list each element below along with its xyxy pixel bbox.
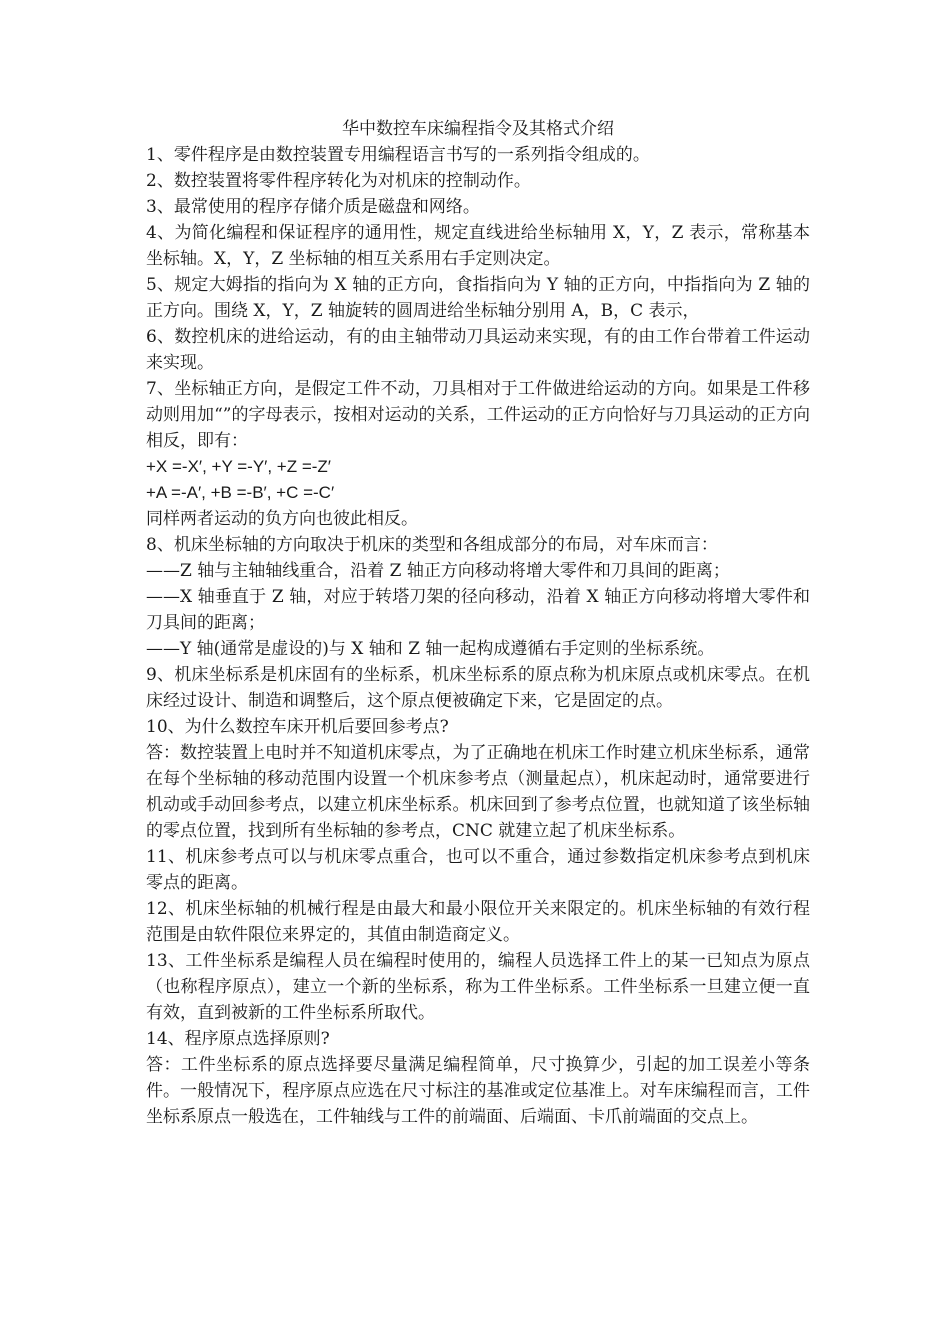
formula-linear-axes: +X =-X′, +Y =-Y′, +Z =-Z′ [146, 457, 331, 476]
paragraph-7: 7、坐标轴正方向，是假定工件不动，刀具相对于工件做进给运动的方向。如果是工件移动则用加“”的字母表示，按相对运动的关系，工件运动的正方向恰好与刀具运动的正方向相反，即有： [146, 379, 810, 451]
paragraph-10-answer: 答：数控装置上电时并不知道机床零点，为了正确地在机床工作时建立机床坐标系，通常在每个坐标轴的移动范围内设置一个机床参考点（测量起点），机床起动时，通常要进行机动或手动回参考点，以建立机床坐标系。机床回到了参考点位置，也就知道了该坐标轴的零点位置，找到所有坐标轴的参考点，CNC 就建立起了机床坐标系。 [146, 743, 810, 841]
paragraph-6: 6、数控机床的进给运动，有的由主轴带动刀具运动来实现，有的由工作台带着工件运动来实现。 [146, 327, 810, 373]
paragraph-8-x-axis: ——X 轴垂直于 Z 轴，对应于转塔刀架的径向移动，沿着 X 轴正方向移动将增大零件和刀具间的距离； [146, 587, 810, 633]
paragraph-10-question: 10、为什么数控车床开机后要回参考点? [146, 717, 449, 737]
paragraph-8: 8、机床坐标轴的方向取决于机床的类型和各组成部分的布局，对车床而言： [146, 535, 718, 555]
paragraph-9: 9、机床坐标系是机床固有的坐标系，机床坐标系的原点称为机床原点或机床零点。在机床经过设计、制造和调整后，这个原点便被确定下来，它是固定的点。 [146, 665, 810, 711]
paragraph-8-z-axis: ——Z 轴与主轴轴线重合，沿着 Z 轴正方向移动将增大零件和刀具间的距离； [146, 561, 730, 581]
paragraph-14-answer: 答：工件坐标系的原点选择要尽量满足编程简单，尺寸换算少，引起的加工误差小等条件。一般情况下，程序原点应选在尺寸标注的基准或定位基准上。对车床编程而言，工件坐标系原点一般选在，工件轴线与工件的前端面、后端面、卡爪前端面的交点上。 [146, 1055, 810, 1127]
paragraph-14-question: 14、程序原点选择原则? [146, 1029, 330, 1049]
paragraph-12: 12、机床坐标轴的机械行程是由最大和最小限位开关来限定的。机床坐标轴的有效行程范围是由软件限位来界定的，其值由制造商定义。 [146, 899, 810, 945]
paragraph-4: 4、为简化编程和保证程序的通用性，规定直线进给坐标轴用 X，Y，Z 表示，常称基本坐标轴。X，Y，Z 坐标轴的相互关系用右手定则决定。 [146, 223, 810, 269]
document-page [146, 116, 810, 1130]
paragraph-1: 1、零件程序是由数控装置专用编程语言书写的一系列指令组成的。 [146, 145, 650, 165]
paragraph-8-y-axis: ——Y 轴(通常是虚设的)与 X 轴和 Z 轴一起构成遵循右手定则的坐标系统。 [146, 639, 715, 659]
paragraph-13: 13、工件坐标系是编程人员在编程时使用的，编程人员选择工件上的某一已知点为原点（也称程序原点），建立一个新的坐标系，称为工件坐标系。工件坐标系一旦建立便一直有效，直到被新的工件坐标系所取代。 [146, 951, 810, 1023]
paragraph-negative-direction: 同样两者运动的负方向也彼此相反。 [146, 509, 418, 529]
paragraph-5: 5、规定大姆指的指向为 X 轴的正方向，食指指向为 Y 轴的正方向，中指指向为 Z 轴的正方向。围绕 X，Y，Z 轴旋转的圆周进给坐标轴分别用 A，B，C 表示， [146, 275, 810, 321]
paragraph-2: 2、数控装置将零件程序转化为对机床的控制动作。 [146, 171, 531, 191]
paragraph-11: 11、机床参考点可以与机床零点重合，也可以不重合，通过参数指定机床参考点到机床零点的距离。 [146, 847, 810, 893]
paragraph-3: 3、最常使用的程序存储介质是磁盘和网络。 [146, 197, 480, 217]
formula-rotary-axes: +A =-A′, +B =-B′, +C =-C′ [146, 483, 335, 502]
document-title: 华中数控车床编程指令及其格式介绍 [342, 119, 614, 139]
